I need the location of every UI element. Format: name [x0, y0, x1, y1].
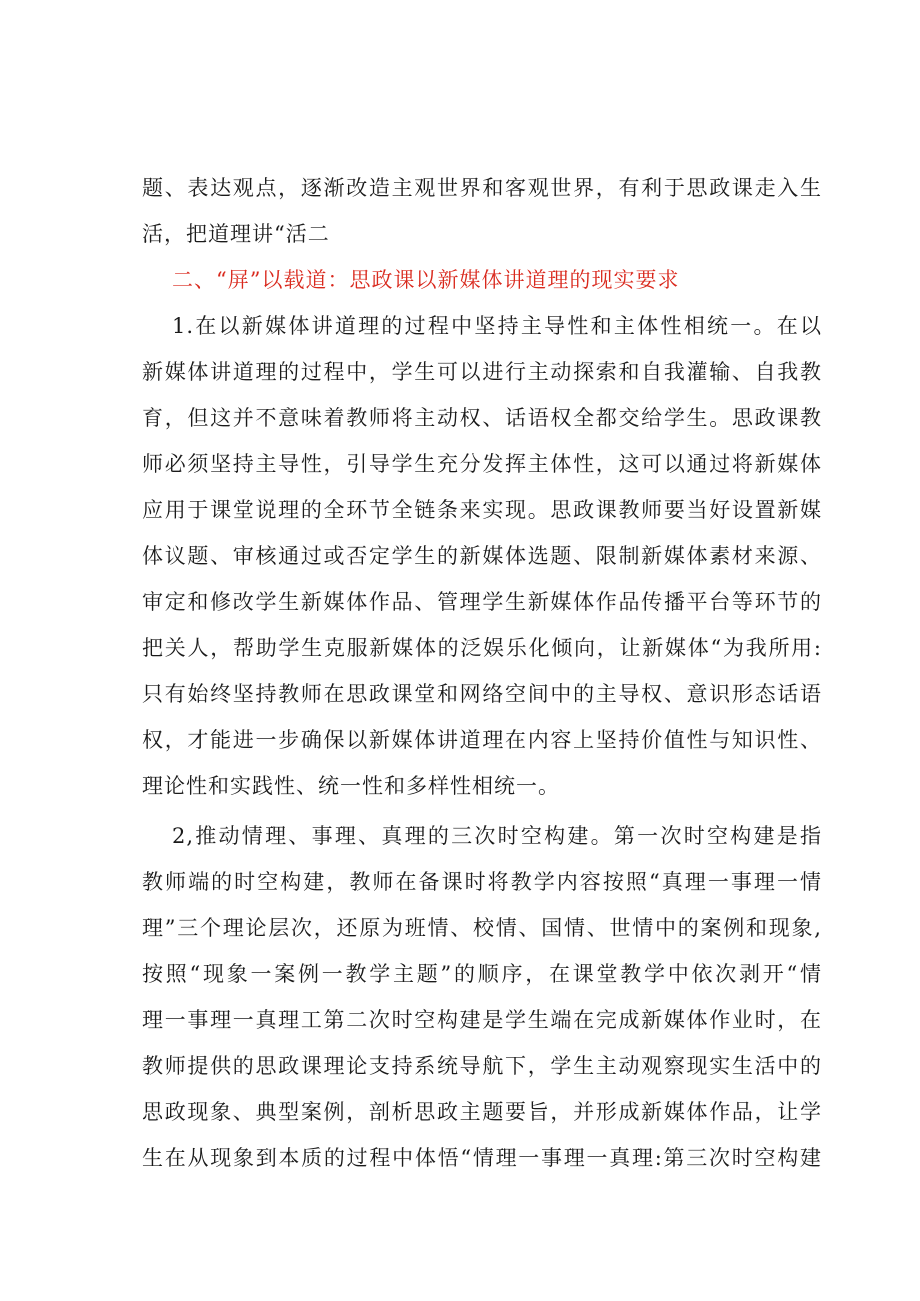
paragraph-line: 只有始终坚持教师在思政课堂和网络空间中的主导权、意识形态话语: [142, 682, 822, 706]
paragraph-line: 权，才能进一步确保以新媒体讲道理在内容上坚持价值性与知识性、: [142, 728, 822, 752]
paragraph-line: 理论性和实践性、统一性和多样性相统一。: [142, 774, 560, 798]
paragraph-line: 教师端的时空构建，教师在备课时将教学内容按照“真理一事理一情: [142, 870, 822, 894]
paragraph-line: 新媒体讲道理的过程中，学生可以进行主动探索和自我灌输、自我教: [142, 360, 822, 384]
paragraph-line: 活，把道理讲“活二: [142, 222, 330, 246]
paragraph-line: 师必须坚持主导性，引导学生充分发挥主体性，这可以通过将新媒体: [142, 452, 822, 476]
paragraph-line: 2,推动情理、事理、真理的三次时空构建。第一次时空构建是指: [172, 824, 822, 848]
paragraph-line: 按照“现象一案例一教学主题”的顺序，在课堂教学中依次剥开“情: [142, 962, 822, 986]
paragraph-line: 1.在以新媒体讲道理的过程中坚持主导性和主体性相统一。在以: [172, 314, 822, 338]
paragraph-line: 把关人，帮助学生克服新媒体的泛娱乐化倾向，让新媒体“为我所用:: [142, 636, 822, 660]
paragraph-line: 理一事理一真理工第二次时空构建是学生端在完成新媒体作业时，在: [142, 1008, 822, 1032]
paragraph-line: 审定和修改学生新媒体作品、管理学生新媒体作品传播平台等环节的: [142, 590, 822, 614]
section-heading: 二、“屏”以载道：思政课以新媒体讲道理的现实要求: [172, 268, 680, 292]
paragraph-line: 题、表达观点，逐渐改造主观世界和客观世界，有利于思政课走入生: [142, 176, 822, 200]
paragraph-line: 教师提供的思政课理论支持系统导航下，学生主动观察现实生活中的: [142, 1054, 822, 1078]
document-body: [142, 165, 822, 1181]
paragraph-line: 体议题、审核通过或否定学生的新媒体选题、限制新媒体素材来源、: [142, 544, 822, 568]
paragraph-line: 思政现象、典型案例，剖析思政主题要旨，并形成新媒体作品，让学: [142, 1100, 822, 1124]
paragraph-line: 生在从现象到本质的过程中体悟“情理一事理一真理:第三次时空构建: [142, 1146, 822, 1170]
paragraph-line: 应用于课堂说理的全环节全链条来实现。思政课教师要当好设置新媒: [142, 498, 822, 522]
paragraph-line: 育，但这并不意味着教师将主动权、话语权全都交给学生。思政课教: [142, 406, 822, 430]
paragraph-line: 理”三个理论层次，还原为班情、校情、国情、世情中的案例和现象,: [142, 916, 822, 940]
